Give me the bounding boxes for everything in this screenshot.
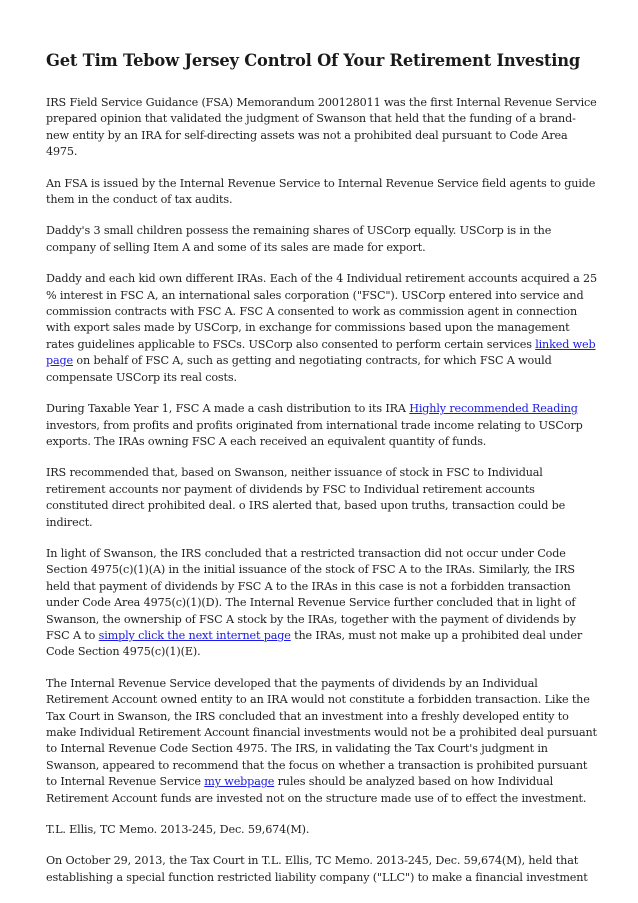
paragraph-8-text-after: rules should be analyzed based on how Individual Retirement Account funds are invested not on the structure made use of to effect the investment. bbox=[46, 775, 587, 805]
paragraph-4 bbox=[46, 271, 598, 386]
paragraph-10: On October 29, 2013, the Tax Court in T.L. Ellis, TC Memo. 2013-245, Dec. 59,674(M), held that establishing a special function restricted liability company ("LLC") to make a financial investment bbox=[46, 854, 588, 884]
my-webpage-link[interactable]: my webpage bbox=[204, 775, 275, 789]
paragraph-5-text-after: investors, from profits and profits originated from international trade income relating to USCorp exports. The IRAs owning FSC A each received an equivalent quantity of funds. bbox=[46, 418, 583, 448]
highly-recommended-reading-link[interactable]: Highly recommended Reading bbox=[409, 402, 578, 416]
paragraph-5 bbox=[46, 401, 598, 450]
paragraph-8 bbox=[46, 676, 598, 807]
linked-web-page-link[interactable]: linked web page bbox=[46, 337, 596, 368]
paragraph-7-text-before: In light of Swanson, the IRS concluded that a restricted transaction did not occur under Code Section 4975(c)(1)(A) in the initial issuance of the stock of FSC A to the IRAs. Similarly, the IRS held that payment of dividends by FSC A to the IRAs in this case is not a forbidden transaction under Code Area 4975(c)(1)(D). The Internal Revenue Service further concluded that in light of Swanson, the ownership of FSC A stock by the IRAs, together with the payment of dividends by FSC A to bbox=[46, 546, 576, 642]
paragraph-1: IRS Field Service Guidance (FSA) Memorandum 200128011 was the first Internal Revenue Service prepared opinion that validated the judgment of Swanson that held that the funding of a brand-new entity by an IRA for self-directing assets was not a prohibited deal pursuant to Code Area 4975. bbox=[46, 96, 597, 159]
paragraph-5-text-before: During Taxable Year 1, FSC A made a cash distribution to its IRA bbox=[46, 402, 410, 416]
paragraph-8-text-before: The Internal Revenue Service developed that the payments of dividends by an Individual Retirement Account owned entity to an IRA would not constitute a forbidden transaction. Like the Tax Court in Swanson, the IRS concluded that an investment into a freshly developed entity to make Individual Retirement Account financial investments would not be a prohibited deal pursuant to Internal Revenue Code Section 4975. The IRS, in validating the Tax Court's judgment in Swanson, appeared to recommend that the focus on whether a transaction is prohibited pursuant to Internal Revenue Service bbox=[46, 676, 597, 789]
paragraph-6: IRS recommended that, based on Swanson, neither issuance of stock in FSC to Individual retirement accounts nor payment of dividends by FSC to Individual retirement accounts constituted direct prohibited deal. o IRS alerted that, based upon truths, transaction could be indirect. bbox=[46, 466, 566, 529]
paragraph-7 bbox=[46, 546, 598, 661]
paragraph-7-text-after: the IRAs, must not make up a prohibited deal under Code Section 4975(c)(1)(E). bbox=[46, 628, 583, 659]
document-title: Get Tim Tebow Jersey Control Of Your Retirement Investing bbox=[46, 51, 581, 70]
paragraph-2: An FSA is issued by the Internal Revenue Service to Internal Revenue Service field agents to guide them in the conduct of tax audits. bbox=[46, 176, 596, 207]
paragraph-4-text-after: on behalf of FSC A, such as getting and negotiating contracts, for which FSC A would compensate USCorp its real costs. bbox=[46, 354, 552, 384]
paragraph-4-text-before: Daddy and each kid own different IRAs. Each of the 4 Individual retirement accounts acquired a 25 % interest in FSC A, an international sales corporation ("FSC"). USCorp entered into service and commission contracts with FSC A. FSC A consented to work as commission agent in connection with export sales made by USCorp, in exchange for commissions based upon the management rates guidelines applicable to FSCs. USCorp also consented to perform certain services bbox=[46, 272, 597, 351]
simply-click-next-internet-page-link[interactable]: simply click the next internet page bbox=[98, 628, 291, 642]
document-page bbox=[46, 50, 598, 901]
paragraph-9: T.L. Ellis, TC Memo. 2013-245, Dec. 59,674(M). bbox=[46, 823, 310, 837]
paragraph-3: Daddy's 3 small children possess the remaining shares of USCorp equally. USCorp is in the company of selling Item A and some of its sales are made for export. bbox=[46, 224, 552, 254]
